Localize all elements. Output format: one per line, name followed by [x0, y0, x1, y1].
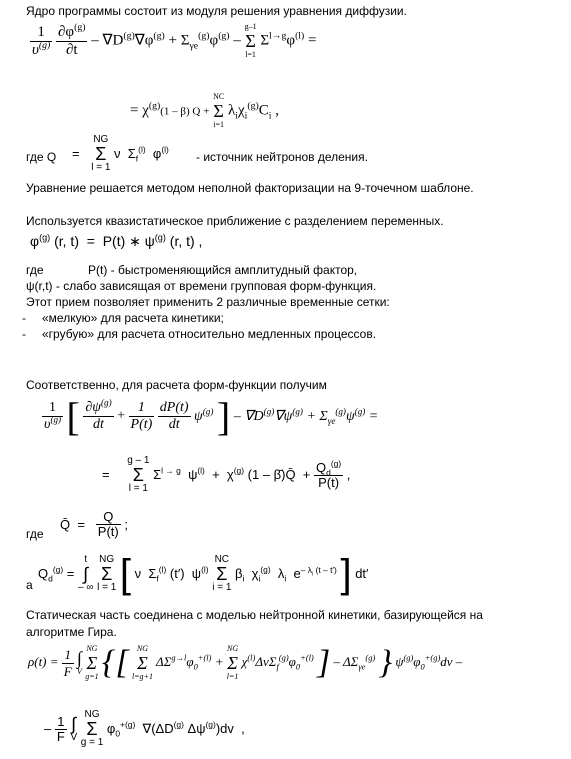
- intro-text: Ядро программы состоит из модуля решения уравнения диффузии.: [26, 4, 407, 18]
- p-description: P(t) - быстроменяющийся амплитудный фактор,: [88, 263, 358, 277]
- where-label-1: где: [26, 263, 44, 277]
- a-prefix: а: [26, 578, 33, 592]
- static-text-2: алгоритме Гира.: [26, 625, 117, 639]
- psi-description: ψ(r,t) - слабо зависящая от времени групповая форм-функция.: [26, 279, 377, 293]
- diffusion-equation-rhs: = $\chi^{(g)}(1 - \beta) Q$ + NC Σ i=1 $\lambda_i\chi_i^{(g)}C_i$ ,: [130, 92, 279, 129]
- bullet-dash-1: -: [22, 311, 26, 325]
- bullet-2: «грубую» для расчета относительно медленных процессов.: [42, 327, 377, 341]
- reactivity-equation-cont: – $\frac{1}{F}$ ∫ V NG Σ g = 1 $\varphi_0^{+(g)}$ ∇(ΔD$^{(g)}$ $\Delta\psi^{(g)})dv$ ,: [44, 709, 245, 748]
- where-label-2: где: [26, 527, 44, 541]
- bullet-1: «мелкую» для расчета кинетики;: [42, 311, 224, 325]
- static-text-1: Статическая часть соединена с моделью нейтронной кинетики, базирующейся на: [26, 608, 483, 622]
- bullet-dash-2: -: [22, 327, 26, 341]
- q-description: - источник нейтронов деления.: [196, 150, 368, 164]
- factorization-equation: $\varphi^{(g)}$ (r, t) = P(t) ∗ $\psi^{(g)}$ (r, t) ,: [30, 232, 203, 249]
- shape-function-equation: $\frac{1}{\upsilon^{(g)}}$ [ $\frac{\partial\psi^{(g)}}{dt}$ + $\frac{1}{P(t)}$ $\frac{dP(t)}{dt}$ $\psi^{(g)}$ ] – $\nabla D^{(g)}\nabla\psi^{(g)} + \Sigma_{\gamma e}^{(g)}\psi^{(g)}$ =: [44, 394, 379, 439]
- shape-function-rhs: = g – 1 Σ l = 1 $\Sigma^{l \to g}$ $\psi^{(l)} + \chi^{(g)}$ (1 – β̄)Q̄ + $\frac{Q_d^{(g)}}{P(t)}$ ,: [102, 455, 351, 494]
- quasistatic-text: Используется квазистатическое приближение с разделением переменных.: [26, 214, 444, 228]
- diffusion-equation: $\frac{1}{\upsilon^{(g)}}$ $\frac{\partial\varphi^{(g)}}{\partial t}$ – $\nabla D^{(g)}\nabla\varphi^{(g)} + \Sigma_{\gamma e}^{(g)}\varphi^{(g)}$ – g–1 Σ l=1 $\Sigma^{l\to g}\varphi^{(l)}$ =: [32, 21, 317, 59]
- accordingly-text: Соответственно, для расчета форм-функции получим: [26, 378, 327, 392]
- qbar-definition: Q̄ = $\frac{Q}{P(t)}$ ;: [60, 509, 128, 539]
- allows-text: Этот прием позволяет применить 2 различные временные сетки:: [26, 295, 390, 309]
- q-definition: = NG Σ l = 1 ν $\Sigma_f^{(l)}$ $\varphi^{(l)}$: [72, 134, 169, 173]
- method-text: Уравнение решается методом неполной факторизации на 9-точечном шаблоне.: [26, 181, 474, 195]
- reactivity-equation: ρ(t) = $\frac{1}{F}$ ∫ V NG Σ g=1 {[ NG Σ l=g+1 $\Delta\Sigma^{g\to l}\varphi_0^{+(l)}$ + NG Σ l=1 $\chi^{(l)}\Delta\nu\Sigma_f^{(g)}\varphi_0^{+(l)}$ ] – $\Delta\Sigma_{\gamma e}^{(g)}$ } $\psi^{(g)}\varphi_0^{+(g)}d\nu$ –: [28, 644, 463, 681]
- q-where-label: где Q: [26, 150, 57, 164]
- delayed-source-equation: $Q_d^{(g)}$ = t ∫ – ∞ NG Σ l = 1 [ ν $\Sigma_f^{(l)}$ (t′) $\psi^{(l)}$ NC Σ i = 1 $\beta_i$ $\chi_i^{(g)}$ $\lambda_i$ $e^{- \lambda_i (t - t')}$ ] dt′: [38, 552, 369, 596]
